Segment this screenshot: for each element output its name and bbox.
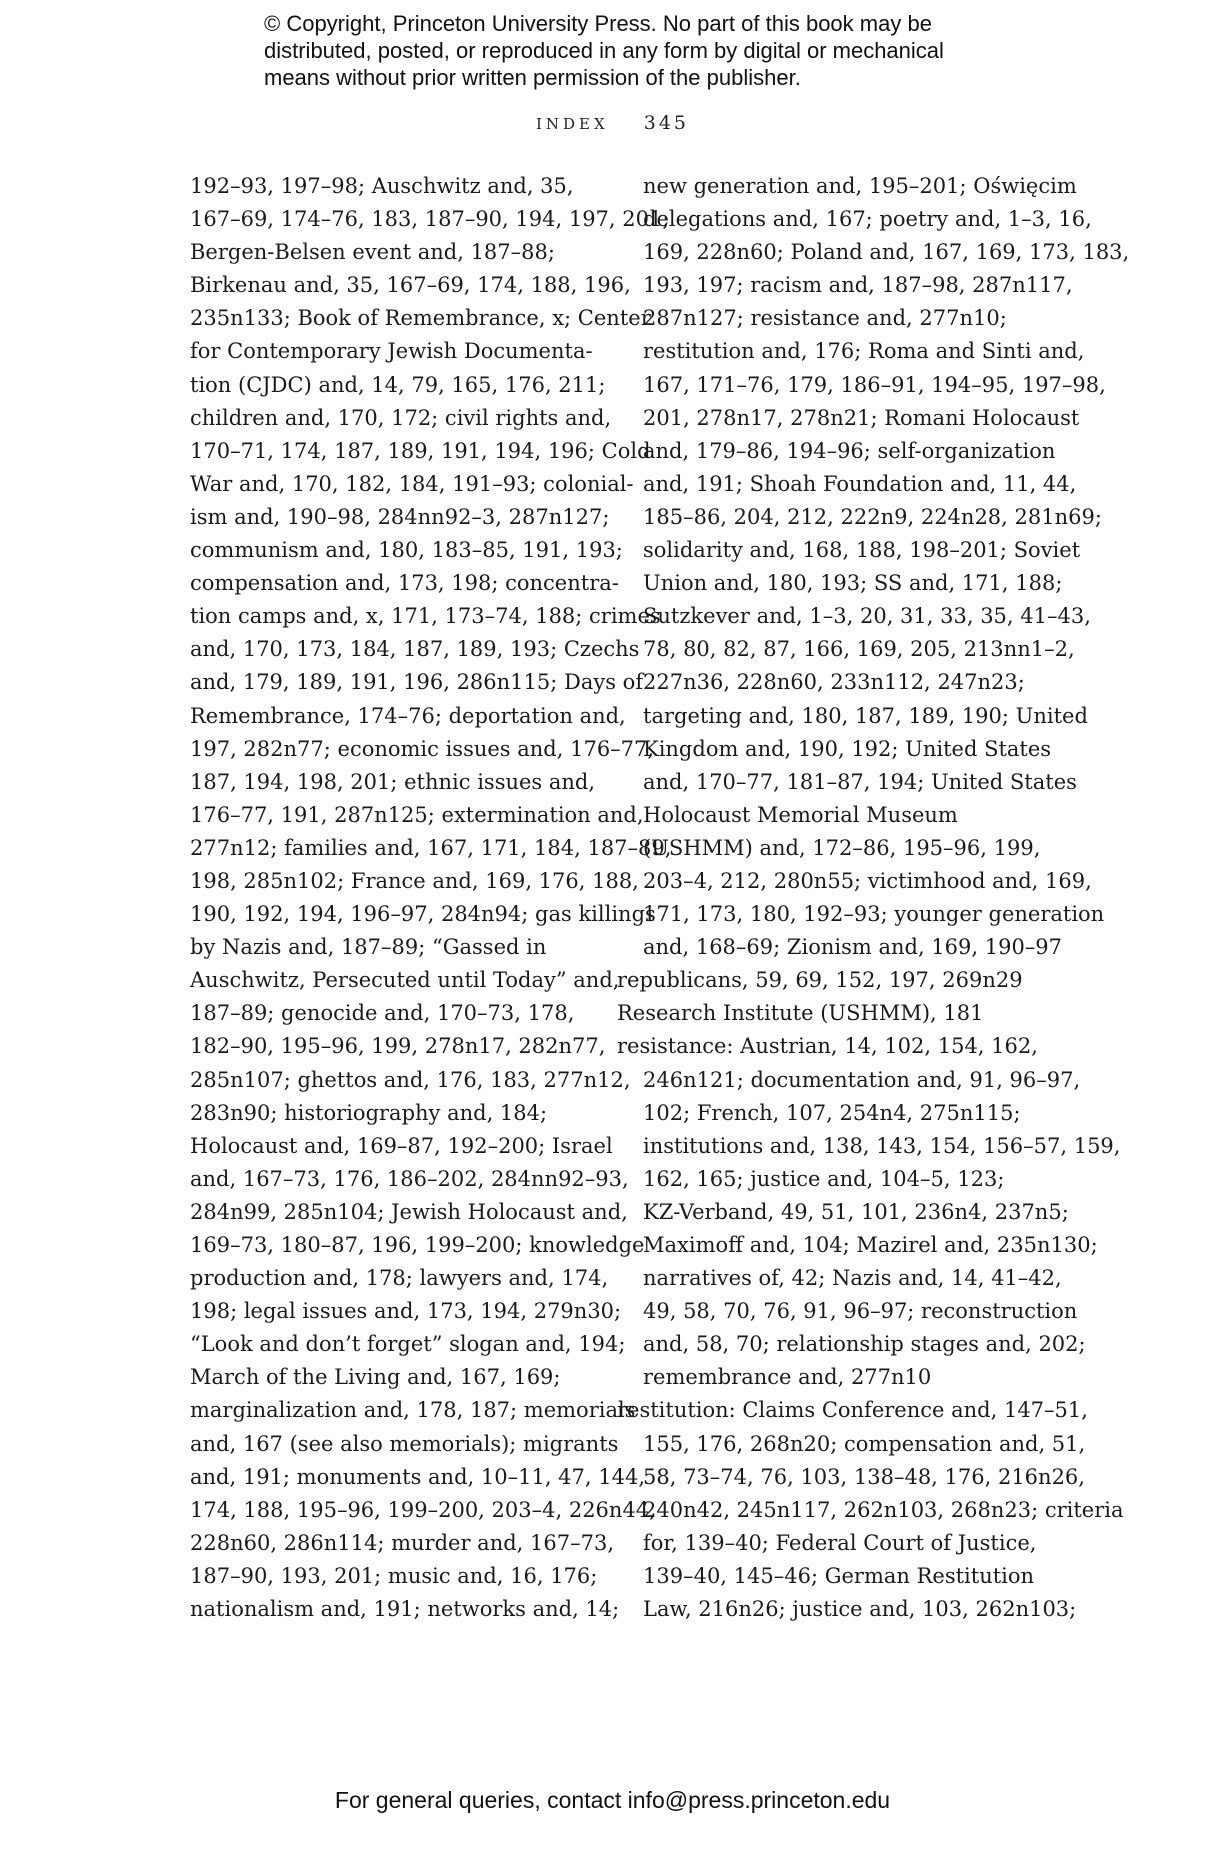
index-subentry-line: 246n121; documentation and, 91, 96–97, xyxy=(643,1067,1081,1092)
index-line: and, 167–73, 176, 186–202, 284nn92–93, xyxy=(190,1166,629,1191)
index-subentry-line: solidarity and, 168, 188, 198–201; Soviet xyxy=(643,538,1081,563)
index-line: nationalism and, 191; networks and, 14; xyxy=(190,1597,620,1622)
index-subentry-line: 171, 173, 180, 192–93; younger generation xyxy=(643,902,1105,927)
index-subentry-line: (USHMM) and, 172–86, 195–96, 199, xyxy=(643,835,1041,860)
index-subentry-line: 185–86, 204, 212, 222n9, 224n28, 281n69; xyxy=(643,504,1102,529)
index-subentry-line: Union and, 180, 193; SS and, 171, 188; xyxy=(643,571,1063,596)
index-line: 228n60, 286n114; murder and, 167–73, xyxy=(190,1530,614,1555)
index-subentry-line: 201, 278n17, 278n21; Romani Holocaust xyxy=(643,405,1080,430)
index-subentry-line: delegations and, 167; poetry and, 1–3, 16, xyxy=(643,207,1092,232)
index-line: 187, 194, 198, 201; ethnic issues and, xyxy=(190,769,596,794)
footer-contact: For general queries, contact info@press.princeton.edu xyxy=(334,1787,891,1813)
index-line: 235n133; Book of Remembrance, x; Center xyxy=(190,306,651,331)
index-subentry-line: 102; French, 107, 254n4, 275n115; xyxy=(643,1100,1021,1125)
index-line: 192–93, 197–98; Auschwitz and, 35, xyxy=(190,174,574,198)
index-subentry-line: 203–4, 212, 280n55; victimhood and, 169, xyxy=(643,868,1092,893)
index-line: Auschwitz, Persecuted until Today” and, xyxy=(190,968,620,993)
copyright-line: means without prior written permission of the publisher. xyxy=(264,65,801,90)
index-column-left xyxy=(190,170,672,1626)
page-number: 345 xyxy=(643,112,690,134)
index-subentry-line: and, 170–77, 181–87, 194; United States xyxy=(643,769,1077,794)
index-line: Remembrance, 174–76; deportation and, xyxy=(190,703,626,728)
index-line: 170–71, 174, 187, 189, 191, 194, 196; Cold xyxy=(190,438,651,463)
index-subentry-line: 162, 165; justice and, 104–5, 123; xyxy=(643,1166,1005,1191)
index-subentry-line: 227n36, 228n60, 233n112, 247n23; xyxy=(643,670,1025,695)
index-line: 187–89; genocide and, 170–73, 178, xyxy=(190,1001,575,1026)
index-subentry-line: Maximoff and, 104; Mazirel and, 235n130; xyxy=(643,1233,1098,1257)
index-line: tion camps and, x, 171, 173–74, 188; crimes xyxy=(190,604,661,629)
index-line: 190, 192, 194, 196–97, 284n94; gas killings xyxy=(190,902,656,927)
index-subentry-line: KZ-Verband, 49, 51, 101, 236n4, 237n5; xyxy=(643,1199,1069,1224)
index-line: March of the Living and, 167, 169; xyxy=(190,1365,561,1390)
index-subentry-line: 139–40, 145–46; German Restitution xyxy=(643,1563,1035,1588)
index-line: 187–90, 193, 201; music and, 16, 176; xyxy=(190,1563,598,1588)
index-subentry-line: institutions and, 138, 143, 154, 156–57, 159, xyxy=(643,1133,1121,1158)
index-subentry-line: Sutzkever and, 1–3, 20, 31, 33, 35, 41–43, xyxy=(643,604,1091,629)
index-entry-line: republicans, 59, 69, 152, 197, 269n29 xyxy=(617,968,1023,993)
index-line: ism and, 190–98, 284nn92–3, 287n127; xyxy=(190,504,610,529)
index-line: children and, 170, 172; civil rights and, xyxy=(190,405,612,430)
running-head xyxy=(0,112,1225,134)
index-line: Holocaust and, 169–87, 192–200; Israel xyxy=(190,1133,613,1158)
index-entry-line: restitution: Claims Conference and, 147–51, xyxy=(617,1398,1088,1423)
index-subentry-line: 58, 73–74, 76, 103, 138–48, 176, 216n26, xyxy=(643,1464,1085,1489)
index-subentry-line: and, 58, 70; relationship stages and, 202; xyxy=(643,1332,1086,1357)
index-line: 198, 285n102; France and, 169, 176, 188, xyxy=(190,868,639,893)
index-line: and, 167 (see also memorials); migrants xyxy=(190,1431,619,1456)
copyright-line: © Copyright, Princeton University Press. No part of this book may be xyxy=(264,11,932,36)
index-line: production and, 178; lawyers and, 174, xyxy=(190,1266,609,1291)
index-subentry-line: 167, 171–76, 179, 186–91, 194–95, 197–98, xyxy=(643,372,1106,397)
index-subentry-line: Law, 216n26; justice and, 103, 262n103; xyxy=(643,1597,1077,1622)
index-subentry-line: 240n42, 245n117, 262n103, 268n23; criteria xyxy=(643,1497,1124,1522)
index-line: War and, 170, 182, 184, 191–93; colonial- xyxy=(190,471,634,496)
index-line: tion (CJDC) and, 14, 79, 165, 176, 211; xyxy=(190,372,606,397)
index-line: and, 191; monuments and, 10–11, 47, 144, xyxy=(190,1464,645,1489)
index-subentry-line: and, 191; Shoah Foundation and, 11, 44, xyxy=(643,471,1077,496)
index-line: 284n99, 285n104; Jewish Holocaust and, xyxy=(190,1199,628,1224)
index-subentry-line: targeting and, 180, 187, 189, 190; United xyxy=(643,703,1088,728)
index-line: 169–73, 180–87, 196, 199–200; knowledge xyxy=(190,1233,645,1257)
index-subentry-line: remembrance and, 277n10 xyxy=(643,1365,932,1390)
index-line: 198; legal issues and, 173, 194, 279n30; xyxy=(190,1299,622,1324)
copyright-notice xyxy=(264,10,1024,91)
index-subentry-line: for, 139–40; Federal Court of Justice, xyxy=(643,1530,1037,1555)
index-subentry-line: 49, 58, 70, 76, 91, 96–97; reconstruction xyxy=(643,1299,1078,1324)
index-line: 277n12; families and, 167, 171, 184, 187–89, xyxy=(190,835,672,860)
index-line: “Look and don’t forget” slogan and, 194; xyxy=(190,1332,626,1357)
index-subentry-line: 169, 228n60; Poland and, 167, 169, 173, 183, xyxy=(643,240,1130,265)
index-line: and, 179, 189, 191, 196, 286n115; Days of xyxy=(190,670,644,695)
index-line: 176–77, 191, 287n125; extermination and, xyxy=(190,802,644,827)
index-line: compensation and, 173, 198; concentra- xyxy=(190,571,619,596)
index-line: and, 170, 173, 184, 187, 189, 193; Czechs xyxy=(190,637,640,662)
index-subentry-line: 78, 80, 82, 87, 166, 169, 205, 213nn1–2, xyxy=(643,637,1075,662)
index-line: 174, 188, 195–96, 199–200, 203–4, 226n44, xyxy=(190,1497,656,1522)
index-entry-line: Research Institute (USHMM), 181 xyxy=(617,1001,984,1026)
index-subentry-line: Holocaust Memorial Museum xyxy=(643,802,958,827)
index-line: 167–69, 174–76, 183, 187–90, 194, 197, 201; xyxy=(190,207,670,232)
index-entry-line: resistance: Austrian, 14, 102, 154, 162, xyxy=(617,1034,1038,1059)
index-subentry-line: 193, 197; racism and, 187–98, 287n117, xyxy=(643,273,1073,298)
index-line: 182–90, 195–96, 199, 278n17, 282n77, xyxy=(190,1034,606,1059)
index-subentry-line: and, 179–86, 194–96; self-organization xyxy=(643,438,1056,463)
index-subentry-line: 287n127; resistance and, 277n10; xyxy=(643,306,1007,331)
copyright-line: distributed, posted, or reproduced in any form by digital or mechanical xyxy=(264,38,944,63)
index-line: marginalization and, 178, 187; memorials xyxy=(190,1398,636,1423)
index-column-right xyxy=(617,170,1130,1626)
running-head-label: INDEX xyxy=(535,115,609,133)
index-subentry-line: and, 168–69; Zionism and, 169, 190–97 xyxy=(643,935,1063,960)
index-subentry-line: Kingdom and, 190, 192; United States xyxy=(643,736,1052,761)
index-line: 283n90; historiography and, 184; xyxy=(190,1100,548,1125)
index-line: 197, 282n77; economic issues and, 176–77, xyxy=(190,736,655,761)
index-line: by Nazis and, 187–89; “Gassed in xyxy=(190,935,547,960)
index-line: for Contemporary Jewish Documenta- xyxy=(190,339,593,364)
index-subentry-line: 155, 176, 268n20; compensation and, 51, xyxy=(643,1431,1086,1456)
index-subentry-line: narratives of, 42; Nazis and, 14, 41–42, xyxy=(643,1266,1062,1291)
index-line: communism and, 180, 183–85, 191, 193; xyxy=(190,538,623,563)
index-line: Birkenau and, 35, 167–69, 174, 188, 196, xyxy=(190,273,631,298)
index-line: 285n107; ghettos and, 176, 183, 277n12, xyxy=(190,1067,631,1092)
index-line: Bergen-Belsen event and, 187–88; xyxy=(190,240,555,265)
index-subentry-line: new generation and, 195–201; Oświęcim xyxy=(643,174,1077,198)
index-subentry-line: restitution and, 176; Roma and Sinti and, xyxy=(643,339,1085,364)
